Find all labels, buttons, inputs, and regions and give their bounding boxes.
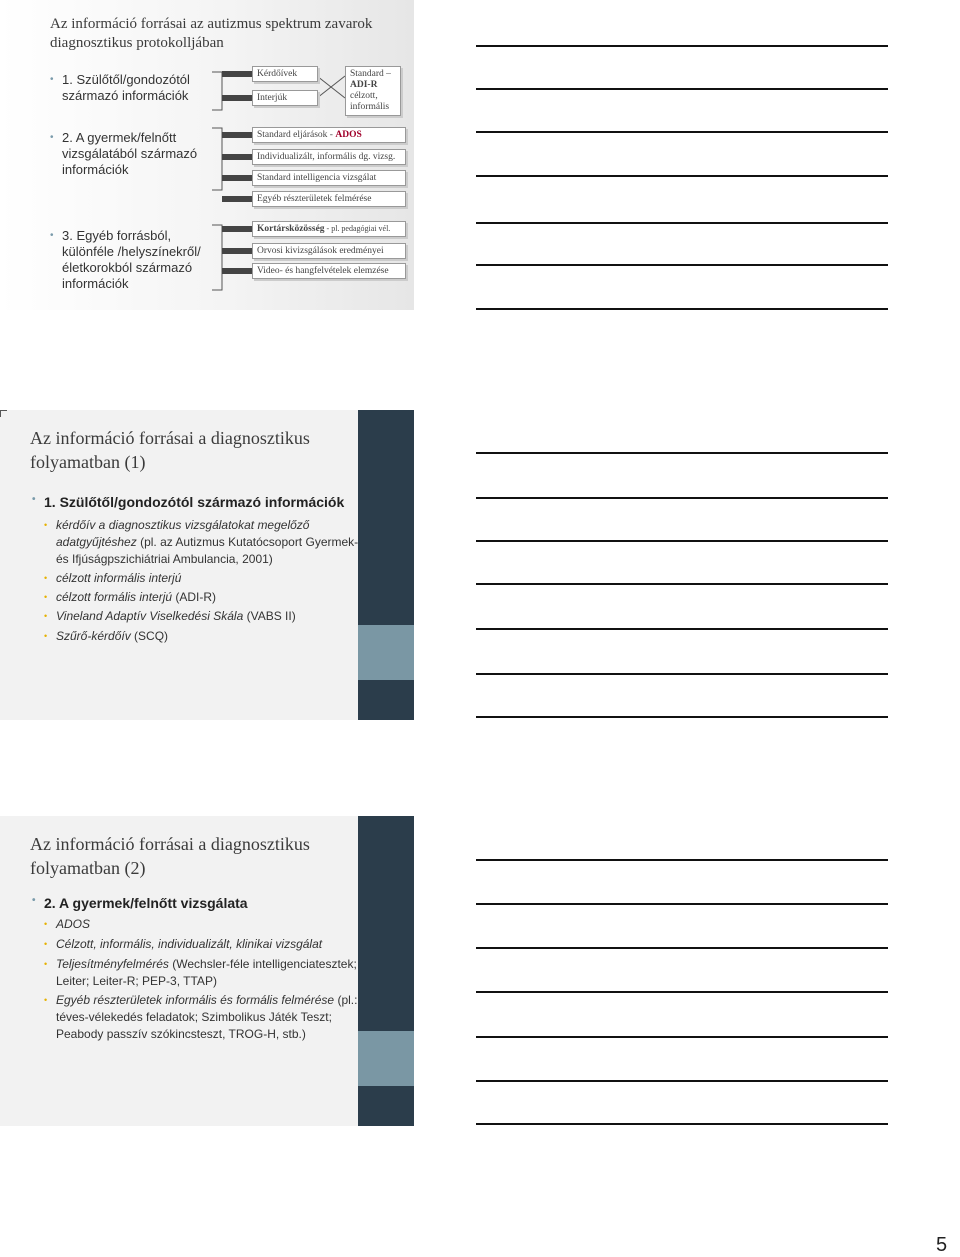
box-standard-intelligencia: Standard intelligencia vizsgálat [252, 170, 406, 186]
list-item: • Vineland Adaptív Viselkedési Skála (VABS II) [44, 609, 296, 623]
slide-1-title: Az információ forrásai az autizmus spektrum zavarok diagnosztikus protokolljában [50, 16, 373, 51]
slide-1 [0, 0, 414, 310]
page-number: 5 [936, 1234, 948, 1256]
bullet-1: • 1. Szülőtől/gondozótól származó információk [50, 72, 190, 103]
list-item: • célzott informális interjú [44, 571, 182, 585]
list-item: • Teljesítményfelmérés (Wechsler-féle intelligenciatesztek; Leiter; Leiter-R; PEP-3, TTAP) [44, 957, 357, 988]
slide-corner-mark [0, 410, 7, 417]
note-line [476, 903, 888, 905]
list-item: • Célzott, informális, individualizált, klinikai vizsgálat [44, 937, 323, 951]
note-line [476, 88, 888, 90]
brace-1 [212, 72, 222, 110]
slide-2-title: Az információ forrásai a diagnosztikus folyamatban (1) [30, 428, 310, 472]
box-interjuk: Interjúk [252, 90, 318, 106]
list-item: • kérdőív a diagnosztikus vizsgálatokat megelőző adatgyűjtéshez (pl. az Autizmus Kutatócsoport Gyermek- és Ifjúságpszichiátriai Ambulancia, 2001) [44, 518, 359, 566]
slide-3-title: Az információ forrásai a diagnosztikus folyamatban (2) [30, 834, 310, 878]
box-standard-adir: Standard – ADI-R célzott, informális [345, 66, 401, 116]
note-line [476, 540, 888, 542]
slide-2-heading: • 1. Szülőtől/gondozótól származó információk [32, 494, 345, 510]
bullet-dot: • [50, 74, 54, 85]
bullet-2: • 2. A gyermek/felnőtt vizsgálatából származó információk [50, 130, 198, 177]
box-kerdoivek: Kérdőívek [252, 66, 318, 82]
note-line [476, 264, 888, 266]
note-line [476, 1036, 888, 1038]
bullet-dot: • [50, 230, 54, 241]
note-line [476, 583, 888, 585]
box-individualizalt: Individualizált, informális dg. vizsg. [252, 149, 406, 165]
note-line [476, 716, 888, 718]
slide-2 [0, 410, 414, 720]
box-video-hangfelvetelek: Video- és hangfelvételek elemzése [252, 263, 406, 279]
list-item: • ADOS [44, 917, 91, 931]
note-line [476, 947, 888, 949]
bullet-dot: • [50, 132, 54, 143]
note-line [476, 1123, 888, 1125]
note-line [476, 175, 888, 177]
box-orvosi-kivizsgalasok: Orvosi kivizsgálások eredményei [252, 243, 406, 259]
note-line [476, 452, 888, 454]
note-line [476, 45, 888, 47]
list-item: • Egyéb részterületek informális és formális felmérése (pl.: téves-vélekedés feladatok; Szimbolikus Játék Teszt; Peabody passzív szókincsteszt, TROG-H, stb.) [44, 993, 358, 1041]
note-line [476, 859, 888, 861]
box-kortarskozosseg: Kortársközösség - pl. pedagógiai vél. [252, 221, 406, 237]
list-item: • célzott formális interjú (ADI-R) [44, 590, 217, 604]
box-standard-eljarasok: Standard eljárások - ADOS [252, 127, 406, 143]
bullet-3: • 3. Egyéb forrásból, különféle /helyszínekről/életkorokból származó információk [50, 228, 201, 291]
note-line [476, 991, 888, 993]
note-line [476, 131, 888, 133]
brace-3 [212, 225, 222, 290]
slide-3 [0, 816, 414, 1126]
note-line [476, 673, 888, 675]
list-item: • Szűrő-kérdőív (SCQ) [44, 629, 169, 643]
note-line [476, 1080, 888, 1082]
note-line [476, 222, 888, 224]
note-line [476, 497, 888, 499]
box-egyeb-reszteruletek: Egyéb részterületek felmérése [252, 191, 406, 207]
brace-2 [212, 128, 222, 190]
slide-3-heading: • 2. A gyermek/felnőtt vizsgálata [32, 895, 248, 911]
note-line [476, 628, 888, 630]
note-line [476, 308, 888, 310]
